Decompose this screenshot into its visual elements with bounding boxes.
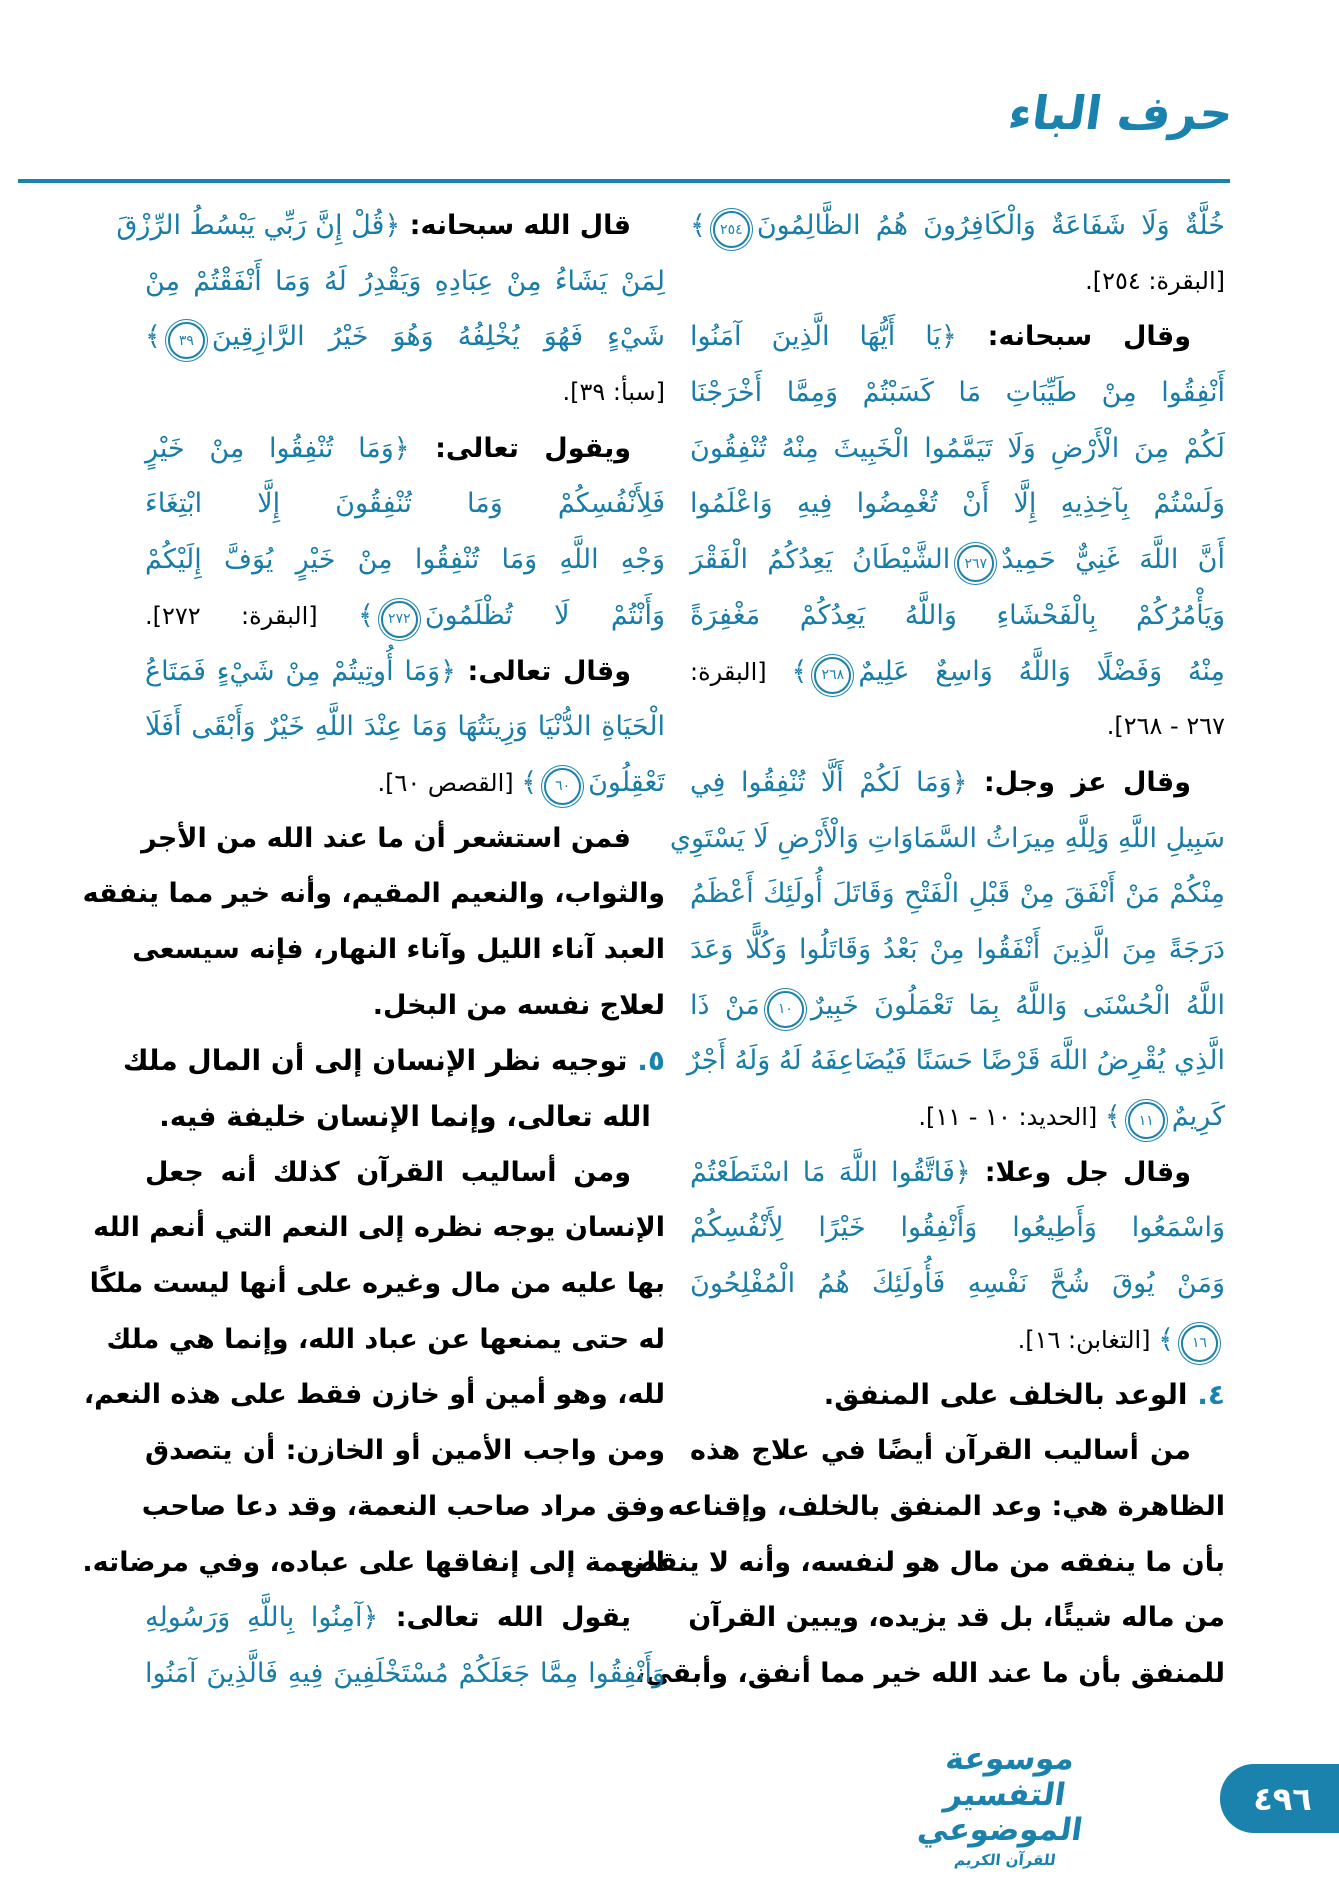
- verse-reference: [الحديد: ١٠ - ١١].: [918, 1103, 1105, 1131]
- body-text: بأن ما ينفقه من مال هو لنفسه، وأنه لا ينقص: [622, 1546, 1225, 1578]
- body-text: العبد آناء الليل وآناء النهار، فإنه سيسعى: [132, 933, 665, 965]
- quran-text: ﴿يَا أَيُّهَا الَّذِينَ آمَنُوا: [690, 321, 957, 353]
- heading-text: الوعد بالخلف على المنفق.: [823, 1378, 1188, 1412]
- text-line: [93, 1200, 665, 1256]
- text-line: [82, 866, 665, 922]
- text-line: [145, 755, 665, 811]
- body-text: وقال تعالى:: [455, 655, 631, 687]
- text-line: [145, 365, 665, 421]
- quran-text: ﴾: [358, 599, 374, 631]
- text-line: [145, 699, 665, 755]
- verse-reference: [البقرة: ٢٥٤].: [1085, 266, 1225, 295]
- verse-number-medallion: ٣٩: [168, 322, 205, 359]
- quran-text: الْحَيَاةِ الدُّنْيَا وَزِينَتُهَا وَمَا عِنْدَ اللَّهِ خَيْرٌ وَأَبْقَى أَفَلَا: [145, 711, 665, 743]
- text-line: [82, 1535, 665, 1591]
- text-line: [145, 1089, 665, 1145]
- quran-text: الشَّيْطَانُ يَعِدُكُمُ الْفَقْرَ: [690, 544, 951, 576]
- text-line: [622, 1535, 1225, 1591]
- header-rule: [18, 179, 1230, 183]
- text-line: [690, 922, 1225, 978]
- text-line: [690, 309, 1225, 365]
- text-line: [690, 1312, 1225, 1368]
- text-line: [690, 1256, 1225, 1312]
- body-text: فمن استشعر أن ما عند الله من الأجر: [141, 822, 631, 854]
- quran-text: ﴿وَمَا تُنْفِقُوا مِنْ خَيْرٍ: [145, 432, 410, 464]
- quran-text: كَرِيمٌ: [1171, 1101, 1225, 1132]
- text-line: [690, 532, 1225, 588]
- text-line: [690, 476, 1225, 532]
- quran-text: وَأَنْتُمْ لَا تُظْلَمُونَ: [424, 599, 665, 631]
- quran-text: فَلِأَنْفُسِكُمْ وَمَا تُنْفِقُونَ إِلَّا ابْتِغَاءَ: [145, 488, 665, 520]
- text-line: [690, 644, 1225, 700]
- verse-reference: [التغابن: ١٦].: [1017, 1325, 1159, 1354]
- text-line: [83, 1367, 665, 1423]
- chapter-title: حرف الباء: [1005, 86, 1237, 140]
- verse-number-medallion: ١١: [1128, 1102, 1165, 1139]
- body-text: يقول الله تعالى:: [378, 1602, 631, 1634]
- quran-text: شَيْءٍ فَهُوَ يُخْلِفُهُ وَهُوَ خَيْرُ الرَّازِقِينَ: [211, 321, 665, 353]
- column-left: [82, 198, 665, 1702]
- verse-reference: [البقرة:: [690, 657, 792, 686]
- verse-number-medallion: ٢٦٧: [957, 545, 994, 582]
- quran-text: اللَّهُ الْحُسْنَى وَاللَّهُ بِمَا تَعْمَلُونَ خَبِيرٌ: [810, 989, 1226, 1021]
- text-line: [690, 588, 1225, 644]
- body-text: النعمة إلى إنفاقها على عباده، وفي مرضاته.: [82, 1546, 665, 1578]
- quran-text: مِنْكُمْ مَنْ أَنْفَقَ مِنْ قَبْلِ الْفَتْحِ وَقَاتَلَ أُولَئِكَ أَعْظَمُ: [690, 878, 1225, 910]
- quran-text: ﴾: [145, 321, 161, 353]
- text-line: [690, 421, 1225, 477]
- quran-text: وَيَأْمُرُكُمْ بِالْفَحْشَاءِ وَاللَّهُ يَعِدُكُمْ مَغْفِرَةً: [690, 599, 1225, 631]
- text-line: [690, 1423, 1225, 1479]
- heading-number: ٤.: [1187, 1378, 1225, 1412]
- text-line: [690, 198, 1225, 254]
- quran-text: سَبِيلِ اللَّهِ وَلِلَّهِ مِيرَاثُ السَّمَاوَاتِ وَالْأَرْضِ لَا يَسْتَوِي: [669, 822, 1225, 854]
- page-number: ٤٩٦: [1253, 1779, 1312, 1818]
- body-text: وفق مراد صاحب النعمة، وقد دعا صاحب: [141, 1490, 665, 1522]
- verse-number-medallion: ٢٥٤: [713, 211, 750, 248]
- quran-text: ﴾: [521, 766, 538, 798]
- body-text: للمنفق بأن ما عند الله خير مما أنفق، وأبقى،: [634, 1657, 1225, 1689]
- text-line: [690, 866, 1225, 922]
- quran-text: أَنْفِقُوا مِنْ طَيِّبَاتِ مَا كَسَبْتُمْ وَمِمَّا أَخْرَجْنَا: [690, 377, 1225, 409]
- body-text: وقال عز وجل:: [967, 766, 1191, 798]
- quran-text: وَمَنْ يُوقَ شُحَّ نَفْسِهِ فَأُولَئِكَ هُمُ الْمُفْلِحُونَ: [690, 1268, 1225, 1300]
- text-line: [116, 198, 665, 254]
- quran-text: ﴿وَمَا أُوتِيتُمْ مِنْ شَيْءٍ فَمَتَاعُ: [145, 655, 456, 687]
- text-line: [690, 1200, 1225, 1256]
- text-line: [690, 254, 1225, 310]
- logo-title: موسوعة التفسير الموضوعي: [915, 1741, 1085, 1849]
- verse-reference: [سبأ: ٣٩].: [562, 378, 665, 407]
- quran-text: ﴾: [1104, 1101, 1121, 1132]
- body-text: ومن أساليب القرآن كذلك أنه جعل: [145, 1156, 631, 1188]
- quran-text: لَكُمْ مِنَ الْأَرْضِ وَلَا تَيَمَّمُوا الْخَبِيثَ مِنْهُ تُنْفِقُونَ: [690, 432, 1225, 464]
- text-line: [145, 476, 665, 532]
- body-text: قال الله سبحانه:: [400, 210, 631, 241]
- text-line: [690, 365, 1225, 421]
- body-text: لله، وهو أمين أو خازن فقط على هذه النعم،: [83, 1379, 665, 1411]
- text-line: [141, 1479, 665, 1535]
- text-line: [145, 1590, 665, 1646]
- heading-text: الله تعالى، وإنما الإنسان خليفة فيه.: [159, 1100, 651, 1133]
- quran-text: تَعْقِلُونَ: [588, 766, 665, 798]
- text-line: [141, 811, 665, 867]
- text-line: [145, 978, 665, 1034]
- text-line: [690, 755, 1225, 811]
- text-line: [145, 1423, 665, 1479]
- text-line: [145, 644, 665, 700]
- text-line: [145, 588, 665, 644]
- quran-text: دَرَجَةً مِنَ الَّذِينَ أَنْفَقُوا مِنْ بَعْدُ وَقَاتَلُوا وَكُلًّا وَعَدَ: [690, 933, 1225, 965]
- quran-text: ﴿فَاتَّقُوا اللَّهَ مَا اسْتَطَعْتُمْ: [690, 1156, 971, 1188]
- quran-text: مِنْهُ وَفَضْلًا وَاللَّهُ وَاسِعٌ عَلِيمٌ: [858, 655, 1226, 687]
- body-text: ومن واجب الأمين أو الخازن: أن يتصدق: [145, 1435, 665, 1467]
- text-line: [690, 699, 1225, 755]
- body-text: من ماله شيئًا، بل قد يزيده، ويبين القرآن: [688, 1602, 1225, 1634]
- text-line: [686, 1033, 1225, 1089]
- body-text: بها عليه من مال وغيره على أنها ليست ملكًا: [89, 1268, 665, 1300]
- quran-text: مَنْ ذَا: [690, 989, 760, 1021]
- text-line: [690, 1590, 1225, 1646]
- quran-text: ﴾: [791, 655, 808, 687]
- verse-number-medallion: ٦٠: [544, 768, 581, 805]
- body-text: الظاهرة هي: وعد المنفق بالخلف، وإقناعه: [667, 1490, 1225, 1522]
- quran-text: ﴿وَمَا لَكُمْ أَلَّا تُنْفِقُوا فِي: [690, 766, 968, 798]
- text-line: [145, 1646, 665, 1702]
- verse-number-medallion: ٢٦٨: [814, 657, 851, 694]
- quran-text: وَأَنْفِقُوا مِمَّا جَعَلَكُمْ مُسْتَخْلَفِينَ فِيهِ فَالَّذِينَ آمَنُوا: [145, 1657, 665, 1689]
- text-columns: [82, 198, 1226, 1702]
- verse-number-medallion: ١٠: [767, 991, 804, 1028]
- text-line: [106, 1312, 665, 1368]
- publisher-logo: [878, 1742, 1132, 1869]
- body-text: من أساليب القرآن أيضًا في علاج هذه: [690, 1435, 1191, 1467]
- body-text: وقال جل وعلا:: [970, 1156, 1191, 1188]
- text-line: [690, 978, 1225, 1034]
- text-line: [122, 1033, 665, 1089]
- verse-number-medallion: ١٦: [1181, 1325, 1218, 1362]
- text-line: [145, 532, 665, 588]
- quran-text: ﴿آمِنُوا بِاللَّهِ وَرَسُولِهِ: [145, 1602, 379, 1634]
- text-line: [132, 922, 665, 978]
- body-text: ويقول تعالى:: [409, 432, 631, 464]
- heading-number: ٥.: [627, 1044, 665, 1078]
- verse-reference: [القصص ٦٠].: [377, 768, 522, 797]
- quran-text: ﴾: [690, 210, 706, 241]
- body-text: لعلاج نفسه من البخل.: [372, 989, 665, 1021]
- text-line: [669, 811, 1225, 867]
- text-line: [667, 1479, 1225, 1535]
- quran-text: لِمَنْ يَشَاءُ مِنْ عِبَادِهِ وَيَقْدِرُ لَهُ وَمَا أَنْفَقْتُمْ مِنْ: [145, 265, 665, 297]
- page-number-badge: [1220, 1764, 1339, 1833]
- quran-text: الَّذِي يُقْرِضُ اللَّهَ قَرْضًا حَسَنًا فَيُضَاعِفَهُ لَهُ وَلَهُ أَجْرٌ: [686, 1045, 1225, 1077]
- text-line: [145, 421, 665, 477]
- text-line: [690, 1089, 1225, 1145]
- quran-text: خُلَّةٌ وَلَا شَفَاعَةٌ وَالْكَافِرُونَ هُمُ الظَّالِمُونَ: [756, 210, 1225, 241]
- text-line: [690, 1145, 1225, 1201]
- quran-text: وَجْهِ اللَّهِ وَمَا تُنْفِقُوا مِنْ خَيْرٍ يُوَفَّ إِلَيْكُمْ: [145, 544, 665, 576]
- logo-subtitle: للقرآن الكريم: [953, 1850, 1057, 1869]
- verse-reference: [البقرة: ٢٧٢].: [145, 601, 358, 630]
- text-line: [145, 1145, 665, 1201]
- text-line: [634, 1646, 1225, 1702]
- body-text: والثواب، والنعيم المقيم، وأنه خير مما ينفقه: [82, 878, 665, 910]
- text-line: [89, 1256, 665, 1312]
- verse-number-medallion: ٢٧٢: [381, 601, 418, 638]
- text-line: [145, 254, 665, 310]
- quran-text: وَاسْمَعُوا وَأَطِيعُوا وَأَنْفِقُوا خَيْرًا لِأَنْفُسِكُمْ: [690, 1212, 1225, 1244]
- text-line: [690, 1367, 1225, 1423]
- verse-reference: ٢٦٧ - ٢٦٨].: [1106, 712, 1225, 741]
- body-text: وقال سبحانه:: [956, 321, 1191, 353]
- quran-text: وَلَسْتُمْ بِآخِذِيهِ إِلَّا أَنْ تُغْمِضُوا فِيهِ وَاعْلَمُوا: [690, 488, 1225, 520]
- quran-text: أَنَّ اللَّهَ غَنِيٌّ حَمِيدٌ: [1001, 544, 1225, 576]
- quran-text: ﴾: [1158, 1323, 1174, 1355]
- heading-text: توجيه نظر الإنسان إلى أن المال ملك: [122, 1044, 628, 1078]
- text-line: [145, 309, 665, 365]
- body-text: الإنسان يوجه نظره إلى النعم التي أنعم الله: [93, 1212, 665, 1244]
- body-text: له حتى يمنعها عن عباد الله، وإنما هي ملك: [106, 1323, 665, 1355]
- quran-text: ﴿قُلْ إِنَّ رَبِّي يَبْسُطُ الرِّزْقَ: [116, 210, 401, 241]
